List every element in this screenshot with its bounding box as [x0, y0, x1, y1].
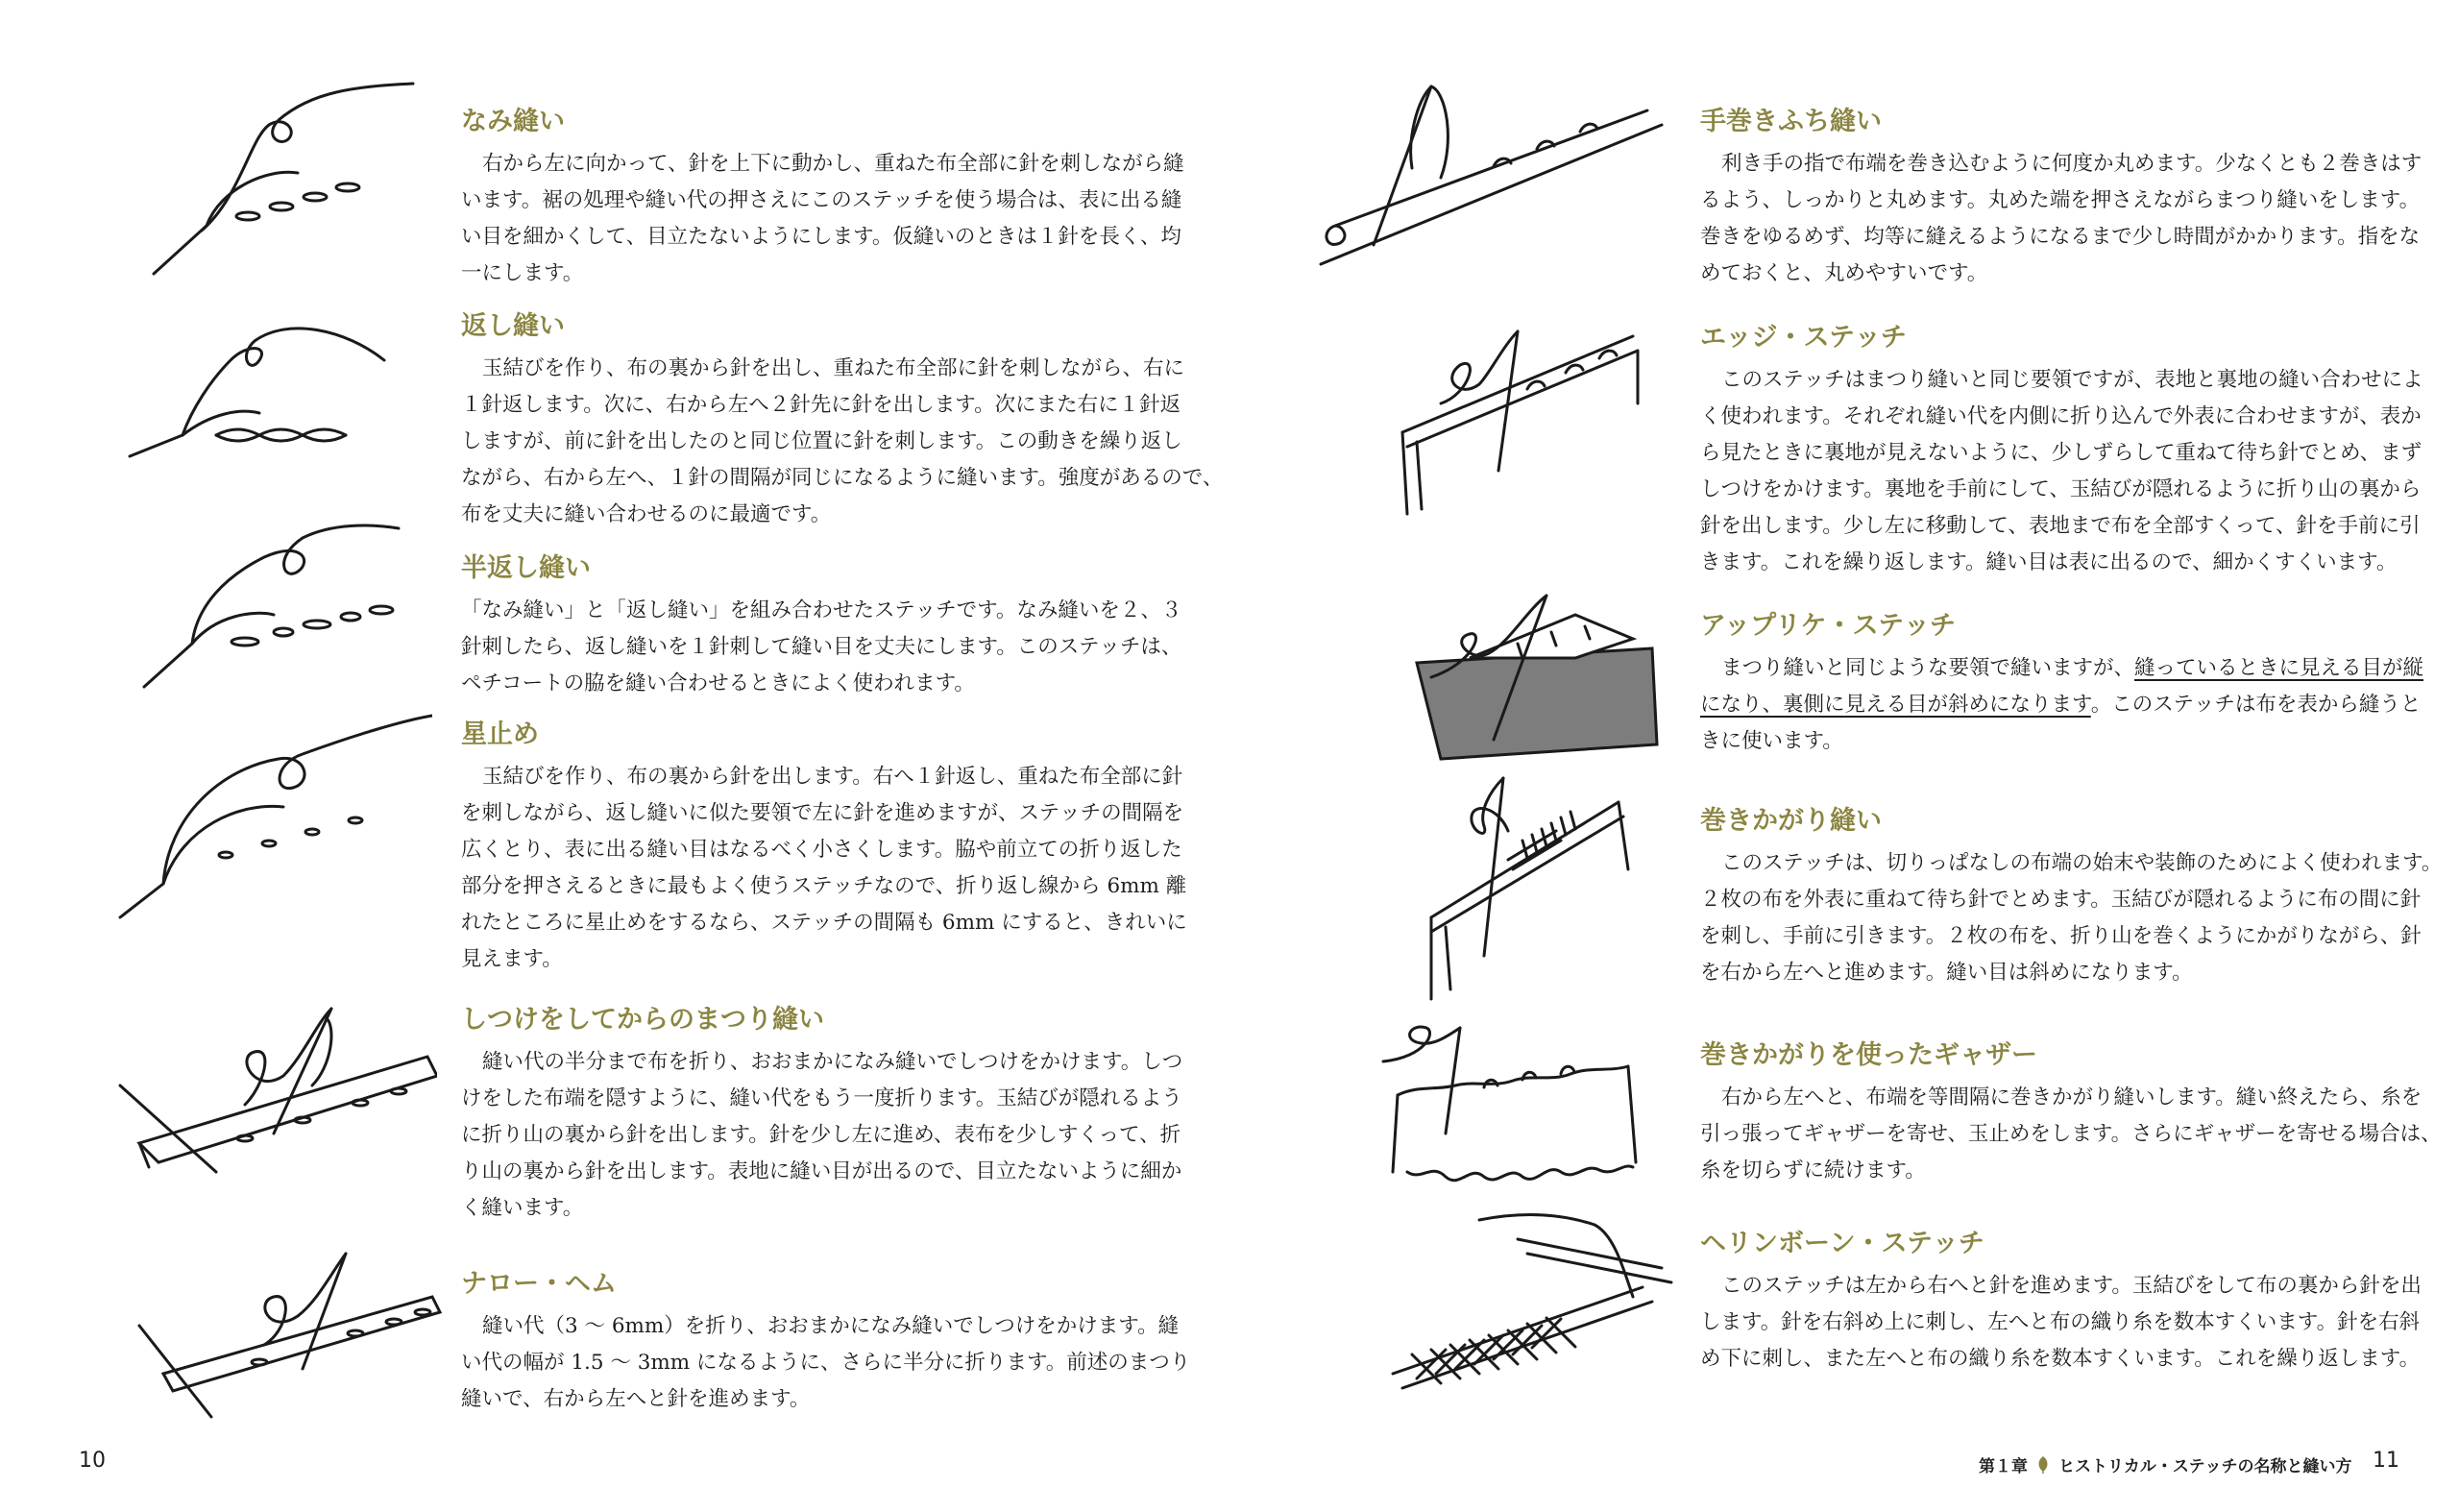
body-line: このステッチは左から右へと針を進めます。玉結びをして布の裏から針を出	[1721, 1274, 2422, 1298]
applique-stitch-illustration	[1383, 586, 1662, 768]
section-hoshidome	[461, 719, 1187, 978]
body-line: く使われます。それぞれ縫い代を内側に折り込んで外表に合わせますが、表か	[1700, 404, 2422, 428]
body-line: 針刺したら、返し縫いを１針刺して縫い目を丈夫にします。このステッチは、	[461, 635, 1182, 659]
hand-rolled-hem-illustration	[1316, 82, 1671, 274]
body-line: しますが、前に針を出したのと同じ位置に針を刺します。この動きを繰り返し	[461, 429, 1182, 453]
body-line: く縫います。	[461, 1196, 584, 1220]
body-line: を右から左へと進めます。縫い目は斜めになります。	[1700, 961, 2193, 985]
body-line: 右から左に向かって、針を上下に動かし、重ねた布全部に針を刺しながら縫	[482, 152, 1184, 176]
back-stitch-illustration	[125, 322, 394, 466]
basted-hem-stitch-illustration	[110, 999, 437, 1182]
section-kaeshinui	[461, 310, 1223, 533]
body-line: 部分を押さえるときに最もよく使うステッチなので、折り返し線から 6mm 離	[461, 874, 1187, 898]
section-edge	[1700, 322, 2423, 581]
body-line: 縫い代の半分まで布を折り、おおまかになみ縫いでしつけをかけます。しつ	[482, 1050, 1183, 1074]
section-title: ヘリンボーン・ステッチ	[1700, 1229, 1984, 1258]
section-title: 半返し縫い	[461, 553, 591, 583]
body-line: 一にします。	[461, 261, 584, 285]
section-title: エッジ・ステッチ	[1700, 323, 1907, 353]
body-line: い目を細かくして、目立たないようにします。仮縫いのときは１針を長く、均	[461, 225, 1181, 249]
body-line: 縫いで、右から左へと針を進めます。	[461, 1387, 811, 1411]
section-title: ナロー・ヘム	[461, 1269, 617, 1299]
overcast-stitch-illustration	[1412, 773, 1633, 1004]
page-number-left: 10	[79, 1449, 106, 1473]
body-line: を刺し、手前に引きます。２枚の布を、折り山を巻くようにかがりながら、針	[1700, 924, 2422, 948]
running-stitch-illustration	[134, 82, 423, 283]
text-span: 。このステッチは布を表から縫うと	[2090, 693, 2422, 717]
section-shitsuke-matsuri	[461, 1004, 1182, 1227]
section-title: 巻きかがりを使ったギャザー	[1700, 1040, 2037, 1070]
chapter-title: ヒストリカル・ステッチの名称と縫い方	[2058, 1457, 2352, 1476]
body-line	[1700, 650, 2423, 687]
section-title: 手巻きふち縫い	[1700, 107, 1882, 136]
body-line: め下に刺し、また左へと布の織り糸を数本すくいます。これを繰り返します。	[1700, 1347, 2421, 1371]
body-line: します。針を右斜め上に刺し、左へと布の織り糸を数本すくいます。針を右斜	[1700, 1310, 2421, 1334]
section-applique	[1700, 610, 2423, 760]
body-line: しつけをかけます。裏地を手前にして、玉結びが隠れるように折り山の裏から	[1700, 477, 2422, 501]
section-title: アップリケ・ステッチ	[1700, 611, 1956, 641]
section-naminui	[461, 106, 1184, 292]
body-line: 引っ張ってギャザーを寄せ、玉止めをします。さらにギャザーを寄せる場合は、	[1700, 1122, 2442, 1146]
section-gather	[1700, 1039, 2442, 1189]
body-line: います。裾の処理や縫い代の押さえにこのステッチを使う場合は、表に出る縫	[461, 188, 1182, 212]
prick-stitch-illustration	[115, 711, 432, 922]
section-title: しつけをしてからのまつり縫い	[461, 1005, 824, 1035]
body-line: けをした布端を隠すように、縫い代をもう一度折ります。玉結びが隠れるよう	[461, 1086, 1182, 1110]
section-herringbone	[1700, 1228, 2422, 1378]
body-line: このステッチはまつり縫いと同じ要領ですが、表地と裏地の縫い合わせによ	[1721, 368, 2423, 392]
underlined-text: になり、裏側に見える目が斜めになります	[1700, 693, 2091, 717]
half-back-stitch-illustration	[139, 519, 408, 692]
body-line: い代の幅が 1.5 ～ 3mm になるように、さらに半分に折ります。前述のまつり	[461, 1351, 1191, 1375]
section-hangaeshi	[461, 552, 1181, 702]
body-line: 糸を切らずに続けます。	[1700, 1158, 1926, 1183]
section-title: 星止め	[461, 719, 539, 749]
body-line: 針を出します。少し左に移動して、表地まで布を全部すくって、針を手前に引	[1700, 514, 2421, 538]
section-narrow-hem	[461, 1268, 1190, 1418]
herringbone-stitch-illustration	[1374, 1210, 1681, 1402]
section-makikagari	[1700, 805, 2442, 991]
body-line: きに使います。	[1700, 729, 1843, 753]
body-line: 縫い代（3 ～ 6mm）を折り、おおまかになみ縫いでしつけをかけます。縫	[482, 1314, 1180, 1338]
body-line: るよう、しっかりと丸めます。丸めた端を押さえながらまつり縫いをします。	[1700, 188, 2421, 212]
body-line: り山の裏から針を出します。表地に縫い目が出るので、目立たないように細か	[461, 1159, 1182, 1183]
chapter-footer	[1979, 1452, 2352, 1476]
section-title: 巻きかがり縫い	[1700, 806, 1882, 836]
body-line: １針返します。次に、右から左へ２針先に針を出します。次にまた右に１針返	[461, 393, 1181, 417]
leaf-icon	[2033, 1455, 2053, 1475]
body-line: めておくと、丸めやすいです。	[1700, 261, 1988, 285]
body-line: 見えます。	[461, 947, 563, 971]
body-line: 玉結びを作り、布の裏から針を出し、重ねた布全部に針を刺しながら、右に	[482, 356, 1185, 380]
body-line: れたところに星止めをするなら、ステッチの間隔も 6mm にすると、きれいに	[461, 911, 1187, 935]
body-line: ２枚の布を外表に重ねて待ち針でとめます。玉結びが隠れるように布の間に針	[1700, 888, 2422, 912]
section-title: なみ縫い	[461, 107, 565, 136]
gathered-overcast-illustration	[1378, 1018, 1647, 1191]
edge-stitch-illustration	[1383, 327, 1643, 519]
narrow-hem-illustration	[134, 1249, 442, 1422]
body-line: ら見たときに裏地が見えないように、少しずらして重ねて待ち針でとめ、まず	[1700, 441, 2422, 465]
page-number-right: 11	[2373, 1449, 2399, 1473]
chapter-label: 第１章	[1979, 1457, 2028, 1476]
body-line: 玉結びを作り、布の裏から針を出します。右へ１針返し、重ねた布全部に針	[482, 765, 1183, 789]
section-title: 返し縫い	[461, 311, 565, 341]
body-line: 右から左へと、布端を等間隔に巻きかがり縫いします。縫い終えたら、糸を	[1721, 1085, 2422, 1110]
body-line: を刺しながら、返し縫いに似た要領で左に針を進めますが、ステッチの間隔を	[461, 801, 1184, 825]
section-temaki	[1700, 106, 2422, 292]
text-span: まつり縫いと同じような要領で縫いますが、	[1721, 656, 2135, 680]
body-line: に折り山の裏から針を出します。針を少し左に進め、表布を少しすくって、折	[461, 1123, 1181, 1147]
body-line: ながら、右から左へ、１針の間隔が同じになるように縫います。強度があるので、	[461, 466, 1224, 490]
body-line: 広くとり、表に出る縫い目はなるべく小さくします。脇や前立ての折り返した	[461, 838, 1182, 862]
body-line: 「なみ縫い」と「返し縫い」を組み合わせたステッチです。なみ縫いを２、３	[461, 598, 1182, 622]
underlined-text: 縫っているときに見える目が縦	[2134, 656, 2424, 680]
body-line	[1700, 687, 2423, 723]
body-line: きます。これを繰り返します。縫い目は表に出るので、細かくすくいます。	[1700, 550, 2398, 574]
body-line: 利き手の指で布端を巻き込むように何度か丸めます。少なくとも２巻きはす	[1721, 152, 2422, 176]
body-line: 巻きをゆるめず、均等に縫えるようになるまで少し時間がかかります。指をな	[1700, 225, 2421, 249]
body-line: ペチコートの脇を縫い合わせるときによく使われます。	[461, 671, 975, 695]
body-line: このステッチは、切りっぱなしの布端の始末や装飾のためによく使われます。	[1721, 851, 2443, 875]
body-line: 布を丈夫に縫い合わせるのに最適です。	[461, 502, 832, 526]
